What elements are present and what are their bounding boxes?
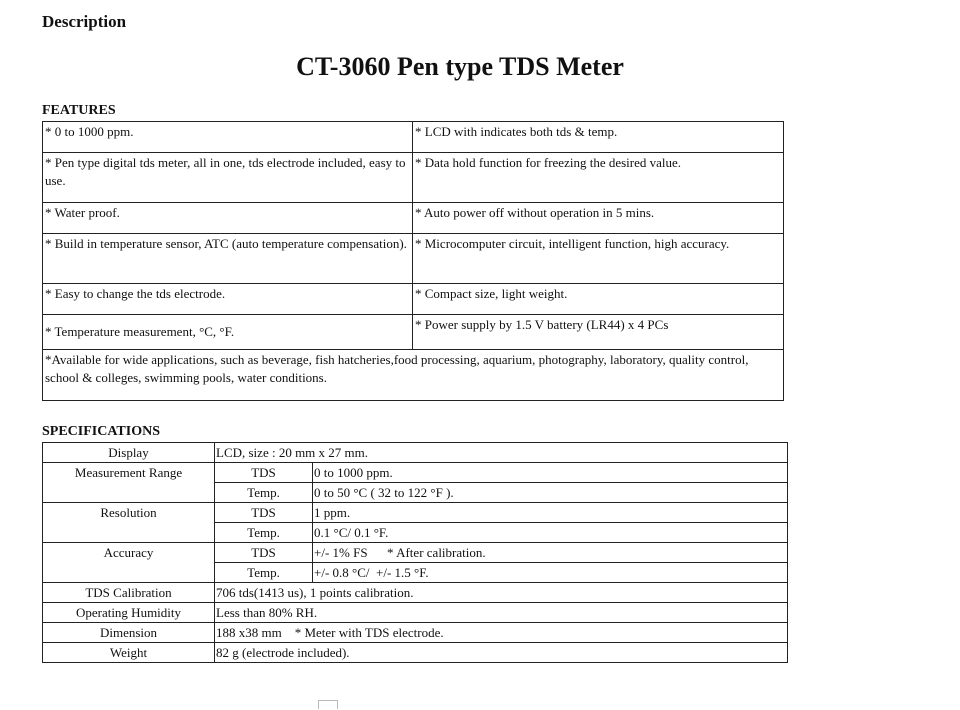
- feature-cell: * Build in temperature sensor, ATC (auto temperature compensation).: [43, 234, 413, 284]
- spec-row: [43, 643, 788, 663]
- feature-row: [43, 315, 784, 350]
- feature-cell: * Power supply by 1.5 V battery (LR44) x 4 PCs: [413, 315, 784, 350]
- spec-row: [43, 463, 788, 483]
- scroll-marker: [318, 700, 338, 709]
- spec-row: [43, 443, 788, 463]
- feature-row: [43, 350, 784, 401]
- feature-row: [43, 203, 784, 234]
- spec-value: 0.1 °C/ 0.1 °F.: [313, 523, 788, 543]
- specifications-table: [42, 442, 788, 663]
- description-heading: Description: [42, 12, 127, 31]
- spec-label: Display: [43, 443, 215, 463]
- specifications-title: SPECIFICATIONS: [42, 424, 160, 439]
- features-title: FEATURES: [42, 103, 116, 118]
- feature-row: [43, 284, 784, 315]
- page-title: CT-3060 Pen type TDS Meter: [296, 52, 624, 81]
- feature-cell: * Temperature measurement, °C, °F.: [43, 315, 413, 350]
- features-table: [42, 121, 784, 401]
- spec-label: Dimension: [43, 623, 215, 643]
- spec-row: [43, 623, 788, 643]
- spec-sublabel: Temp.: [215, 483, 313, 503]
- spec-label: Operating Humidity: [43, 603, 215, 623]
- spec-label: Measurement Range: [43, 463, 215, 503]
- feature-cell: * LCD with indicates both tds & temp.: [413, 122, 784, 153]
- feature-cell: * Auto power off without operation in 5 mins.: [413, 203, 784, 234]
- spec-row: [43, 603, 788, 623]
- spec-label: TDS Calibration: [43, 583, 215, 603]
- spec-value: +/- 1% FS * After calibration.: [313, 543, 788, 563]
- spec-value: Less than 80% RH.: [215, 603, 788, 623]
- feature-cell-full: *Available for wide applications, such as beverage, fish hatcheries,food processing, aquarium, photography, laboratory, quality control, school & colleges, swimming pools, water conditions.: [43, 350, 784, 401]
- feature-cell: * Microcomputer circuit, intelligent function, high accuracy.: [413, 234, 784, 284]
- spec-label: Weight: [43, 643, 215, 663]
- feature-cell: * Pen type digital tds meter, all in one, tds electrode included, easy to use.: [43, 153, 413, 203]
- spec-sublabel: TDS: [215, 543, 313, 563]
- feature-row: [43, 234, 784, 284]
- spec-label: Accuracy: [43, 543, 215, 583]
- feature-cell: * Data hold function for freezing the desired value.: [413, 153, 784, 203]
- feature-row: [43, 153, 784, 203]
- spec-sublabel: TDS: [215, 463, 313, 483]
- spec-value: 188 x38 mm * Meter with TDS electrode.: [215, 623, 788, 643]
- spec-row: [43, 583, 788, 603]
- spec-sublabel: Temp.: [215, 563, 313, 583]
- spec-value: 0 to 1000 ppm.: [313, 463, 788, 483]
- spec-value: +/- 0.8 °C/ +/- 1.5 °F.: [313, 563, 788, 583]
- spec-value: LCD, size : 20 mm x 27 mm.: [215, 443, 788, 463]
- spec-sublabel: TDS: [215, 503, 313, 523]
- feature-row: [43, 122, 784, 153]
- feature-cell: * Compact size, light weight.: [413, 284, 784, 315]
- spec-value: 706 tds(1413 us), 1 points calibration.: [215, 583, 788, 603]
- spec-sublabel: Temp.: [215, 523, 313, 543]
- spec-label: Resolution: [43, 503, 215, 543]
- spec-row: [43, 503, 788, 523]
- spec-value: 0 to 50 °C ( 32 to 122 °F ).: [313, 483, 788, 503]
- feature-cell: * Water proof.: [43, 203, 413, 234]
- spec-row: [43, 543, 788, 563]
- feature-cell: * Easy to change the tds electrode.: [43, 284, 413, 315]
- spec-value: 1 ppm.: [313, 503, 788, 523]
- feature-cell: * 0 to 1000 ppm.: [43, 122, 413, 153]
- spec-value: 82 g (electrode included).: [215, 643, 788, 663]
